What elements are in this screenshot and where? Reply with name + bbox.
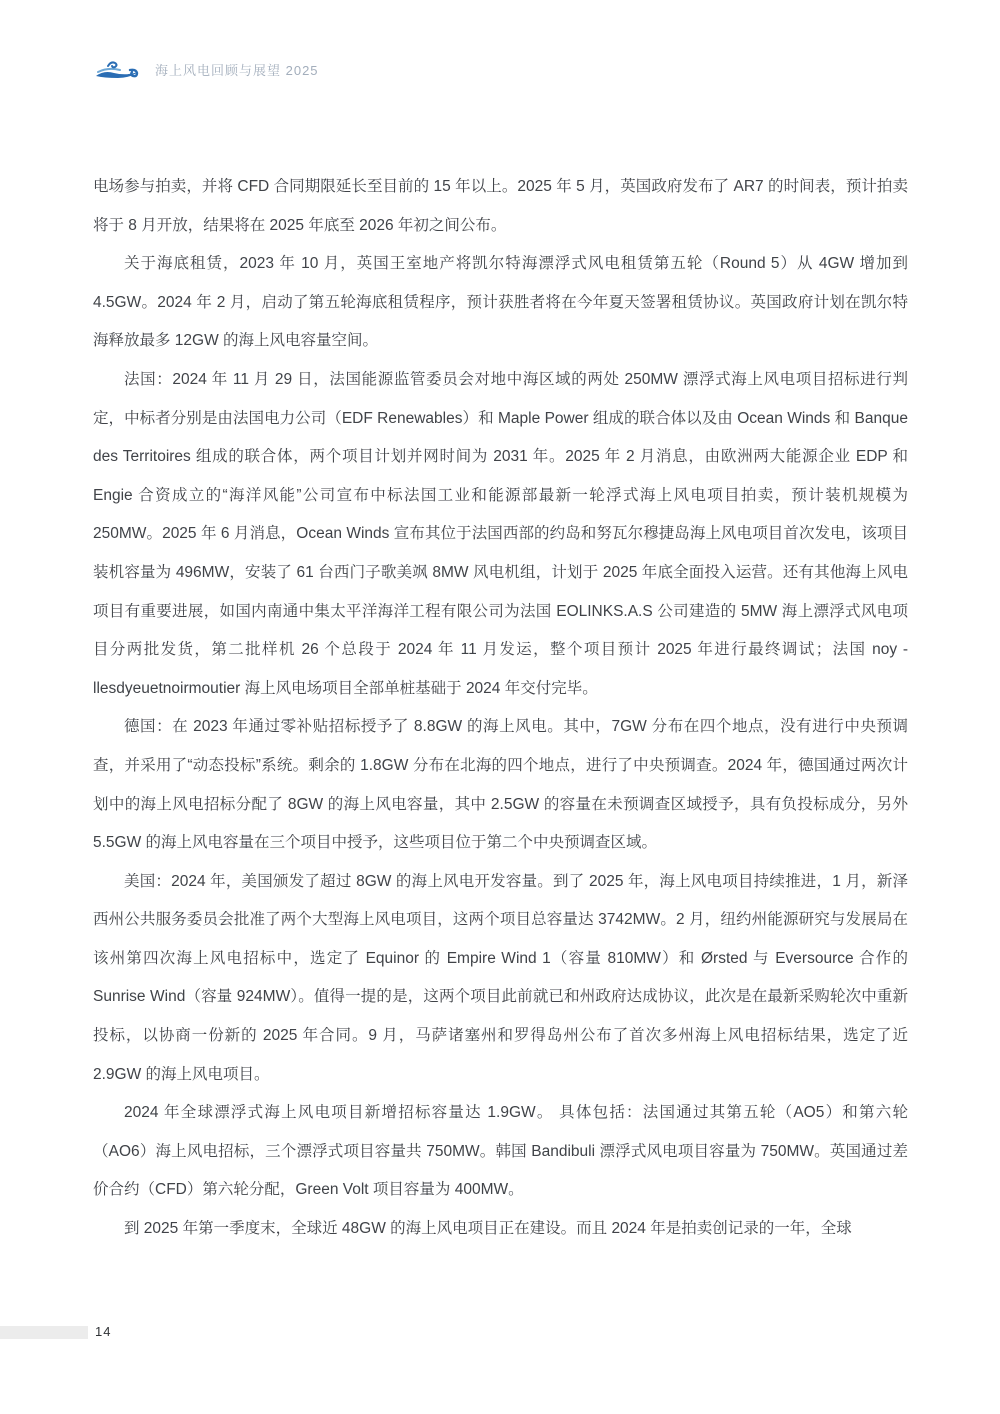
page-number: 14 bbox=[95, 1324, 112, 1339]
paragraph: 美国：2024 年，美国颁发了超过 8GW 的海上风电开发容量。到了 2025 年，海上风电项目持续推进，1 月，新泽西州公共服务委员会批准了两个大型海上风电项目，这两个项目总容量达 3742MW。2 月，纽约州能源研究与发展局在该州第四次海上风电招标中，选定了 Equinor 的 Empire Wind 1（容量 810MW）和 Ørsted 与 Eversource 合作的 Sunrise Wind（容量 924MW）。值得一提的是，这两个项目此前就已和州政府达成协议，此次是在最新采购轮次中重新投标，以协商一份新的 2025 年合同。9 月，马萨诸塞州和罗得岛州公布了首次多州海上风电招标结果，选定了近 2.9GW 的海上风电项目。 bbox=[93, 872, 908, 1083]
footer-bar bbox=[0, 1326, 88, 1339]
paragraph: 法国：2024 年 11 月 29 日，法国能源监管委员会对地中海区域的两处 250MW 漂浮式海上风电项目招标进行判定，中标者分别是由法国电力公司（EDF Renewables）和 Maple Power 组成的联合体以及由 Ocean Winds 和 Banque des Territoires 组成的联合体，两个项目计划并网时间为 2031 年。2025 年 2 月消息，由欧洲两大能源企业 EDP 和 Engie 合资成立的“海洋风能”公司宣布中标法国工业和能源部最新一轮浮式海上风电项目拍卖，预计装机规模为 250MW。2025 年 6 月消息，Ocean Winds 宣布其位于法国西部的约岛和努瓦尔穆捷岛海上风电项目首次发电，该项目装机容量为 496MW，安装了 61 台西门子歌美飒 8MW 风电机组，计划于 2025 年底全面投入运营。还有其他海上风电项目有重要进展，如国内南通中集太平洋海洋工程有限公司为法国 EOLINKS.A.S 公司建造的 5MW 海上漂浮式风电项目分两批发货，第二批样机 26 个总段于 2024 年 11 月发运，整个项目预计 2025 年进行最终调试；法国 noy - llesdyeuetnoirmoutier 海上风电场项目全部单桩基础于 2024 年交付完毕。 bbox=[93, 370, 908, 697]
body-text bbox=[93, 168, 908, 1249]
paragraph: 电场参与拍卖，并将 CFD 合同期限延长至目前的 15 年以上。2025 年 5 月，英国政府发布了 AR7 的时间表，预计拍卖将于 8 月开放，结果将在 2025 年底至 2026 年初之间公布。 bbox=[93, 178, 908, 234]
page-header bbox=[94, 54, 319, 84]
wave-logo-icon bbox=[94, 54, 142, 84]
paragraph: 到 2025 年第一季度末，全球近 48GW 的海上风电项目正在建设。而且 2024 年是拍卖创记录的一年，全球 bbox=[124, 1220, 852, 1238]
paragraph: 2024 年全球漂浮式海上风电项目新增招标容量达 1.9GW。 具体包括：法国通过其第五轮（AO5）和第六轮（AO6）海上风电招标，三个漂浮式项目容量共 750MW。韩国 Bandibuli 漂浮式风电项目容量为 750MW。英国通过差价合约（CFD）第六轮分配，Green Volt 项目容量为 400MW。 bbox=[93, 1104, 908, 1199]
paragraph: 德国：在 2023 年通过零补贴招标授予了 8.8GW 的海上风电。其中，7GW 分布在四个地点，没有进行中央预调查，并采用了“动态投标”系统。剩余的 1.8GW 分布在北海的四个地点，进行了中央预调查。2024 年，德国通过两次计划中的海上风电招标分配了 8GW 的海上风电容量，其中 2.5GW 的容量在未预调查区域授予，具有负投标成分，另外 5.5GW 的海上风电容量在三个项目中授予，这些项目位于第二个中央预调查区域。 bbox=[93, 718, 908, 852]
brand-title: 海上风电回顾与展望 2025 bbox=[155, 62, 319, 78]
paragraph: 关于海底租赁，2023 年 10 月，英国王室地产将凯尔特海漂浮式风电租赁第五轮（Round 5）从 4GW 增加到 4.5GW。2024 年 2 月，启动了第五轮海底租赁程序，预计获胜者将在今年夏天签署租赁协议。英国政府计划在凯尔特海释放最多 12GW 的海上风电容量空间。 bbox=[93, 255, 908, 350]
